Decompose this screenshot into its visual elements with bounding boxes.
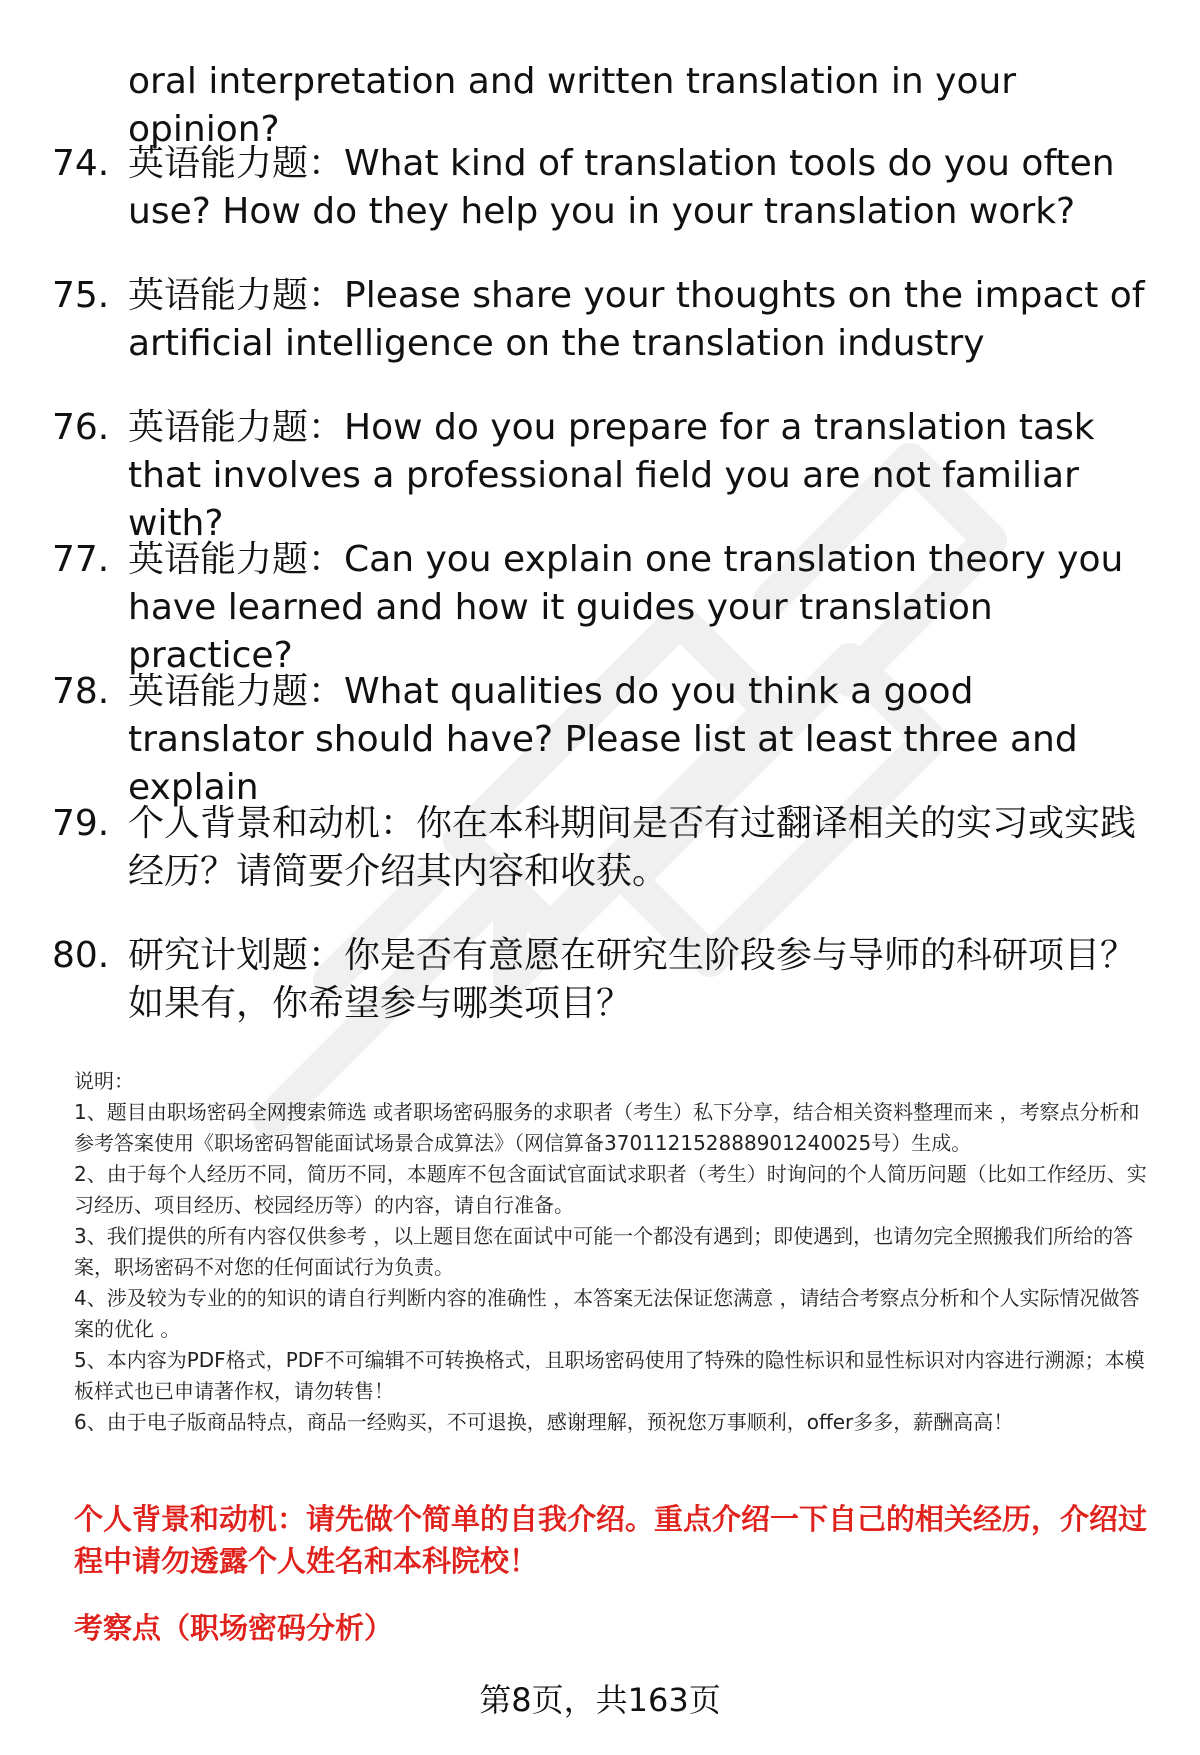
question-item: [0, 404, 1200, 544]
question-continuation: oral interpretation and written translation in your opinion?: [128, 61, 1017, 150]
question-item: [0, 140, 1200, 272]
notes-item: 6、由于电子版商品特点，商品一经购买，不可退换，感谢理解，预祝您万事顺利，offer多多，薪酬高高！: [74, 1410, 1014, 1434]
question-item: [0, 536, 1200, 676]
question-item: [0, 800, 1200, 932]
intro-question: 个人背景和动机：请先做个简单的自我介绍。重点介绍一下自己的相关经历，介绍过程中请勿透露个人姓名和本科院校！: [74, 1502, 1148, 1578]
notes-item: 2、由于每个人经历不同，简历不同，本题库不包含面试官面试求职者（考生）时询问的个人简历问题（比如工作经历、实习经历、项目经历、校园经历等）的内容，请自行准备。: [74, 1162, 1147, 1217]
question-text: 英语能力题：Can you explain one translation theory you have learned and how it guides your translation practice?: [128, 539, 1124, 676]
question-number: 77.: [52, 539, 110, 580]
notes-item: 3、我们提供的所有内容仅供参考 ，以上题目您在面试中可能一个都没有遇到；即使遇到，也请勿完全照搬我们所给的答案，职场密码不对您的任何面试行为负责。: [74, 1224, 1134, 1279]
analysis-heading: 考察点（职场密码分析）: [74, 1611, 394, 1645]
page-number-footer: 第8页，共163页: [479, 1681, 721, 1719]
question-list: [0, 140, 1200, 1064]
question-text: 个人背景和动机：你在本科期间是否有过翻译相关的实习或实践经历？请简要介绍其内容和收获。: [128, 803, 1137, 892]
question-item: [0, 668, 1200, 808]
question-text: 英语能力题：What kind of translation tools do you often use? How do they help you in your translation work?: [128, 143, 1115, 232]
question-text: 英语能力题：How do you prepare for a translation task that involves a professional field you are not familiar with?: [128, 407, 1095, 544]
question-item: [0, 272, 1200, 404]
question-text: 研究计划题：你是否有意愿在研究生阶段参与导师的科研项目？如果有，你希望参与哪类项目？: [128, 935, 1137, 1024]
question-text: 英语能力题：Please share your thoughts on the impact of artificial intelligence on the translation industry: [128, 275, 1145, 364]
notes-item: 1、题目由职场密码全网搜索筛选 或者职场密码服务的求职者（考生）私下分享，结合相关资料整理而来 ，考察点分析和参考答案使用《职场密码智能面试场景合成算法》（网信算备370112152888901240025号）生成。: [74, 1100, 1140, 1155]
notes-item: 4、涉及较为专业的的知识的请自行判断内容的准确性 ，本答案无法保证您满意 ，请结合考察点分析和个人实际情况做答案的优化 。: [74, 1286, 1140, 1341]
question-number: 78.: [52, 671, 110, 712]
question-text: 英语能力题：What qualities do you think a good translator should have? Please list at least three and explain: [128, 671, 1078, 808]
question-number: 76.: [52, 407, 110, 448]
question-number: 80.: [52, 935, 110, 976]
notes-section: [74, 1066, 1154, 1438]
question-item: [0, 932, 1200, 1064]
question-number: 74.: [52, 143, 110, 184]
notes-title: 说明：: [74, 1069, 134, 1093]
notes-item: 5、本内容为PDF格式，PDF不可编辑不可转换格式，且职场密码使用了特殊的隐性标识和显性标识对内容进行溯源；本模板样式也已申请著作权，请勿转售！: [74, 1348, 1145, 1403]
question-number: 75.: [52, 275, 110, 316]
question-number: 79.: [52, 803, 110, 844]
